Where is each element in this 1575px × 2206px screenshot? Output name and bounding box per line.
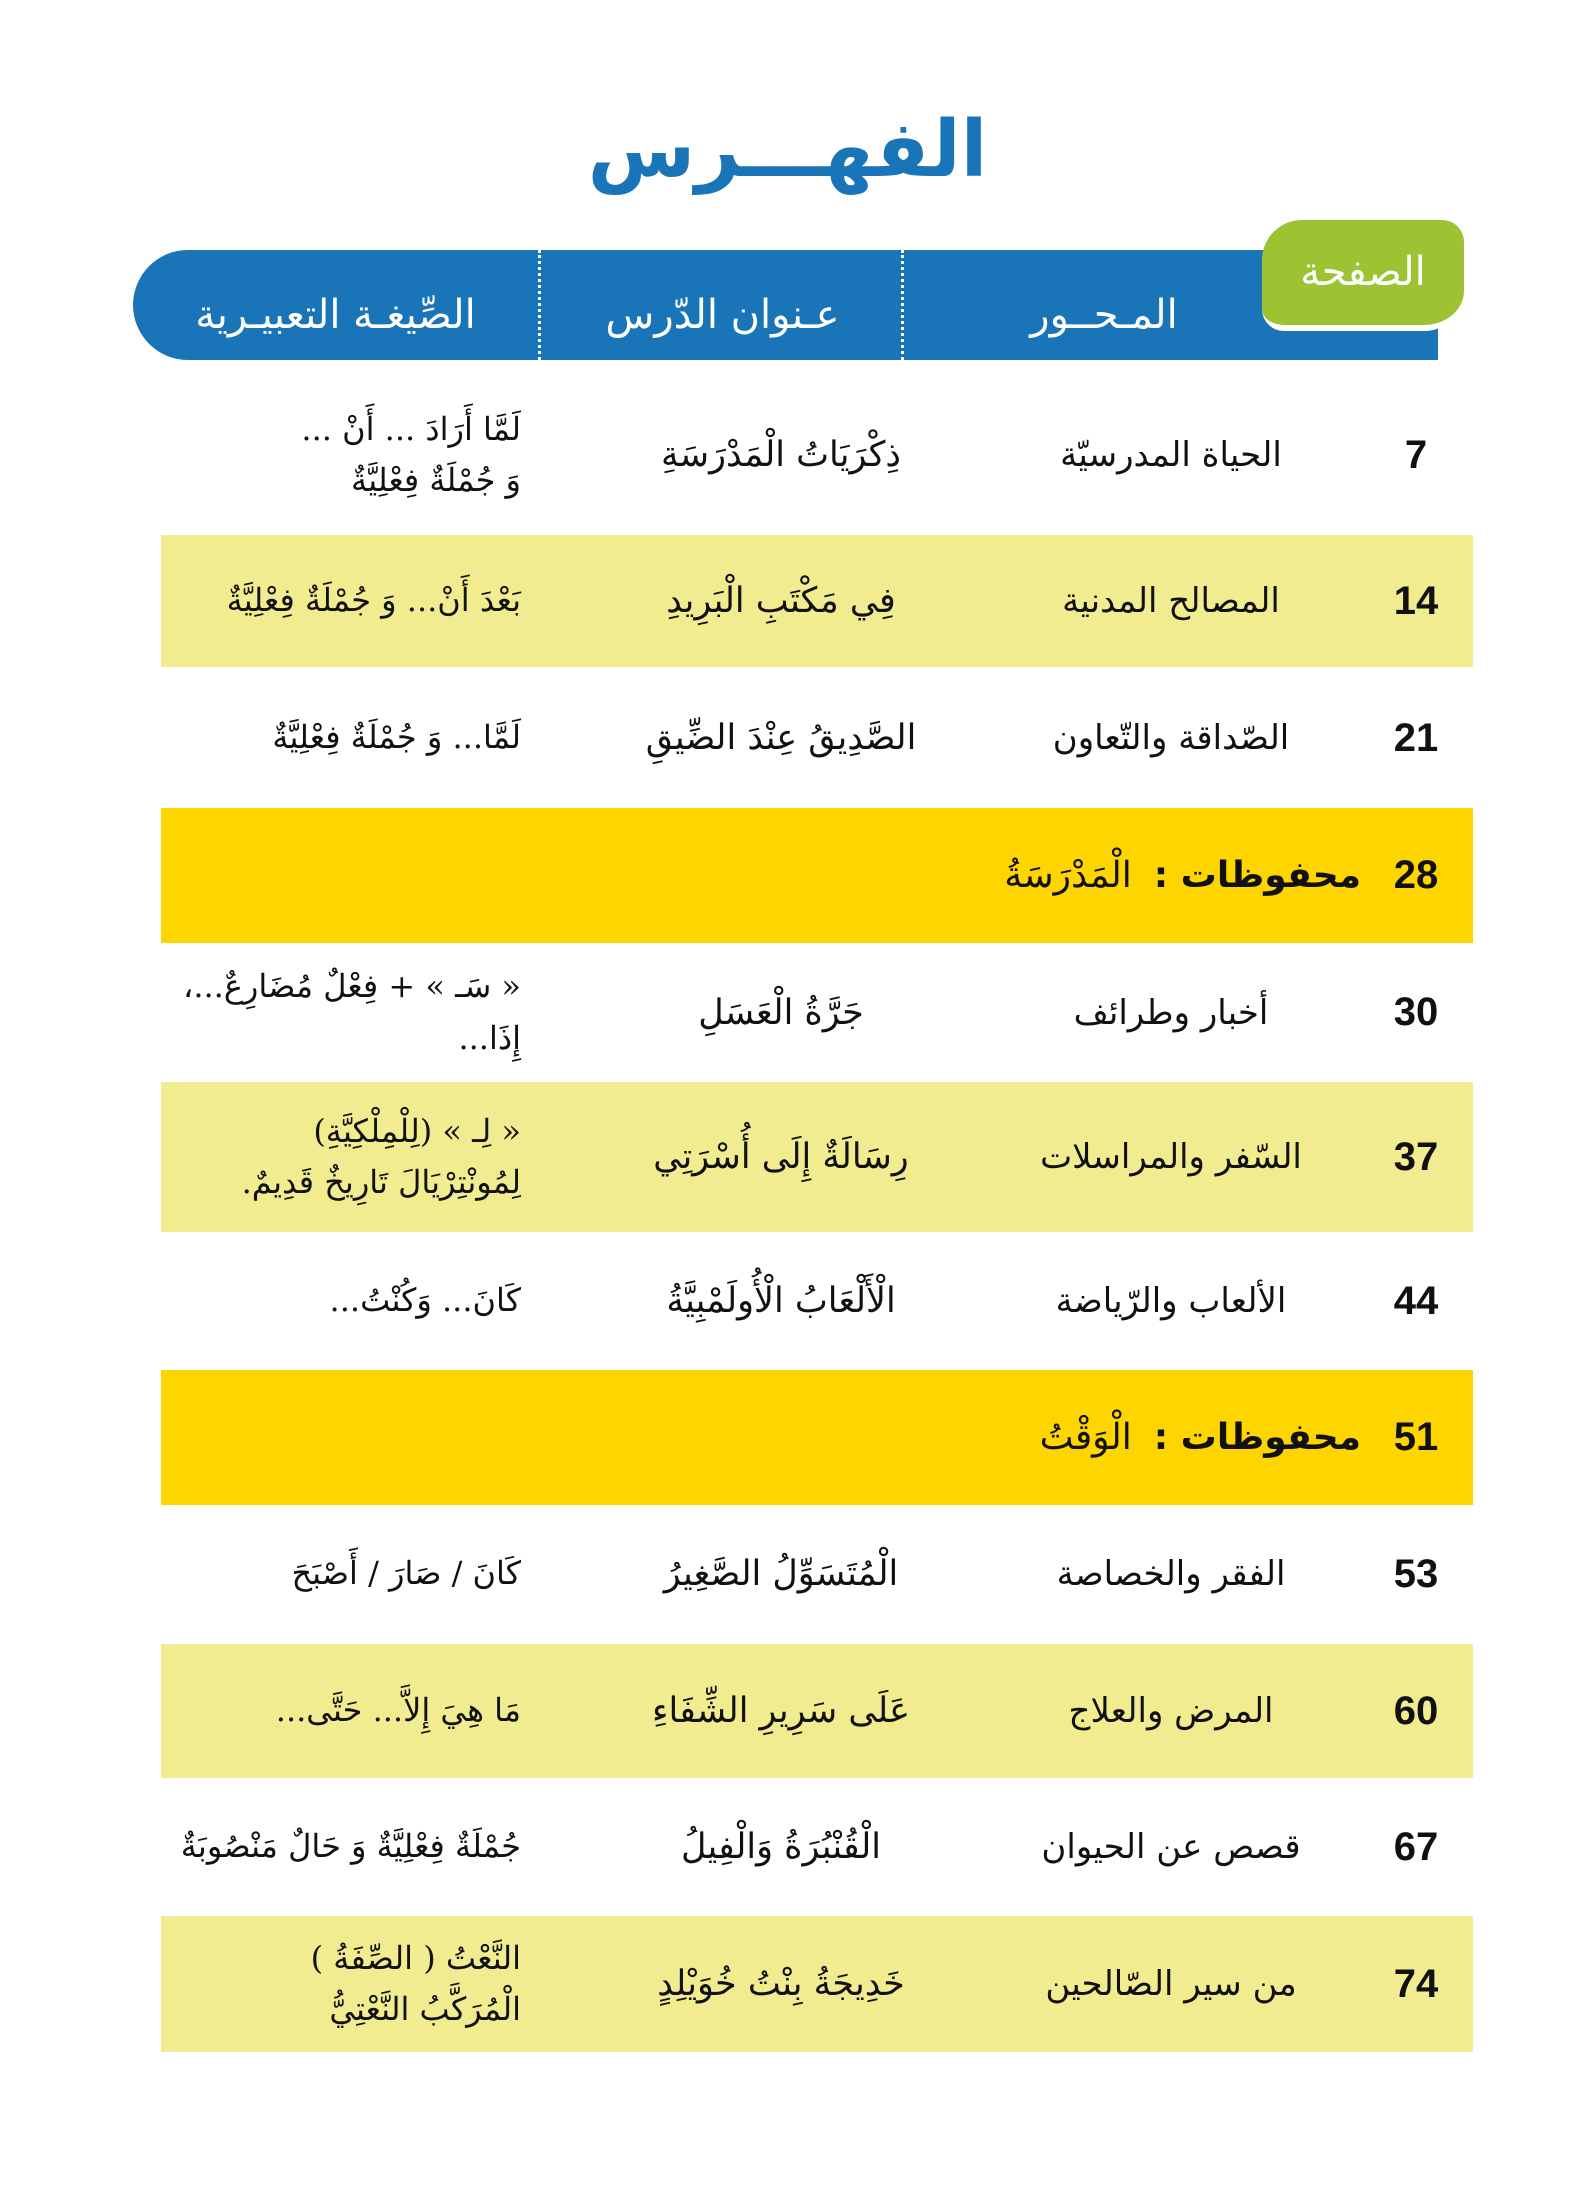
row-expression-line: كَانَ / صَارَ / أَصْبَحَ xyxy=(291,1554,521,1593)
row-expression xyxy=(161,1916,529,2052)
row-lesson-title: الْمُتَسَوِّلُ الصَّغِيرُ xyxy=(663,1554,899,1594)
row-expression xyxy=(161,385,529,525)
header-expression: الصِّيغـة التعبيـرية xyxy=(195,292,476,338)
row-lesson-title: جَرَّةُ الْعَسَلِ xyxy=(698,992,864,1033)
row-expression-line: كَانَ... وَكُنْتُ... xyxy=(329,1281,521,1320)
row-expression-line: « لِـ » (لِلْمِلْكِيَّةِ) xyxy=(313,1111,521,1150)
memorization-title: الْمَدْرَسَةُ xyxy=(1004,855,1132,896)
row-expression-line: لَمَّا أَرَادَ ... أَنْ ... xyxy=(301,409,521,448)
table-row xyxy=(161,385,1473,525)
table-row-memorization xyxy=(161,808,1473,943)
memorization-title: الْوَقْتُ xyxy=(1039,1417,1132,1458)
row-memorization xyxy=(561,1370,1361,1505)
row-expression-line: الْمُرَكَّبُ النَّعْتِيُّ xyxy=(329,1990,521,2028)
table-row xyxy=(161,1916,1473,2052)
row-expression-line: إِذَا... xyxy=(458,1018,521,1057)
row-expression xyxy=(161,1082,529,1232)
page-title: الفهـــرس xyxy=(587,105,988,195)
row-page-number: 67 xyxy=(1393,1824,1439,1869)
row-lesson-title: الْقُنْبُرَةُ وَالْفِيلُ xyxy=(680,1827,882,1867)
row-lesson-title: فِي مَكْتَبِ الْبَرِيدِ xyxy=(666,581,896,621)
row-expression-line: النَّعْتُ ( الصِّفَةُ ) xyxy=(310,1938,521,1977)
row-lesson-title: عَلَى سَرِيرِ الشِّفَاءِ xyxy=(651,1691,911,1731)
row-expression-line: جُمْلَةٌ فِعْلِيَّةٌ وَ حَالٌ مَنْصُوبَةٌ xyxy=(180,1827,521,1866)
row-page-number: 28 xyxy=(1393,853,1439,897)
row-lesson-title: الصَّدِيقُ عِنْدَ الضِّيقِ xyxy=(645,718,917,758)
row-page-number: 74 xyxy=(1393,1961,1439,2006)
row-expression-line: لَمَّا... وَ جُمْلَةٌ فِعْلِيَّةٌ xyxy=(272,718,521,757)
row-expression-line: لِمُونْتِرْيَالَ تَارِيخٌ قَدِيمٌ. xyxy=(241,1163,521,1201)
row-lesson-title: الْأَلْعَابُ الْأُولَمْبِيَّةُ xyxy=(666,1281,896,1321)
row-page-number: 44 xyxy=(1393,1278,1439,1323)
row-axis: من سير الصّالحين xyxy=(1045,1964,1297,2004)
table-row xyxy=(161,535,1473,667)
memorization-label: محفوظات : xyxy=(1153,1417,1361,1458)
row-axis: أخبار وطرائف xyxy=(1073,992,1269,1033)
row-page-number: 37 xyxy=(1393,1134,1439,1179)
row-expression xyxy=(161,1780,529,1914)
row-page-number: 53 xyxy=(1393,1551,1439,1596)
row-memorization xyxy=(561,808,1361,943)
table-header xyxy=(133,250,1438,360)
memorization-label: محفوظات : xyxy=(1153,855,1361,896)
row-expression xyxy=(161,945,529,1080)
table-row xyxy=(161,672,1473,804)
row-axis: الحياة المدرسيّة xyxy=(1060,435,1282,475)
header-page-tab xyxy=(1262,220,1464,331)
table-row xyxy=(161,945,1473,1080)
table-row xyxy=(161,1235,1473,1367)
row-expression-line: بَعْدَ أَنْ... وَ جُمْلَةٌ فِعْلِيَّةٌ xyxy=(226,581,521,620)
row-expression-line: « سَـ » + فِعْلٌ مُضَارِعٌ...، xyxy=(182,967,521,1006)
row-expression xyxy=(161,1507,529,1641)
row-expression xyxy=(161,1235,529,1367)
row-expression xyxy=(161,535,529,667)
row-axis: المصالح المدنية xyxy=(1062,581,1280,621)
row-page-number: 30 xyxy=(1393,990,1439,1034)
row-page-number: 21 xyxy=(1393,715,1439,760)
table-row xyxy=(161,1780,1473,1914)
row-lesson-title: رِسَالَةٌ إِلَى أُسْرَتِي xyxy=(653,1137,909,1177)
row-lesson-title: خَدِيجَةُ بِنْتُ خُوَيْلِدٍ xyxy=(657,1964,905,2004)
row-axis: المرض والعلاج xyxy=(1068,1691,1274,1731)
header-axis: المـحــور xyxy=(901,250,1304,360)
header-lesson-title: عـنوان الدّرس xyxy=(538,250,904,360)
header-page: الصفحة xyxy=(1300,249,1426,295)
row-page-number: 14 xyxy=(1393,578,1439,623)
row-lesson-title: ذِكْرَيَاتُ الْمَدْرَسَةِ xyxy=(660,435,902,475)
row-expression xyxy=(161,1644,529,1778)
row-axis: الصّداقة والتّعاون xyxy=(1052,718,1290,758)
row-expression xyxy=(161,672,529,804)
row-axis: الألعاب والرّياضة xyxy=(1055,1281,1287,1321)
table-row xyxy=(161,1644,1473,1778)
row-expression-line: مَا هِيَ إِلاَّ... حَتَّى... xyxy=(275,1691,521,1730)
row-page-number: 51 xyxy=(1393,1415,1439,1459)
row-page-number: 7 xyxy=(1404,432,1428,477)
row-axis: قصص عن الحيوان xyxy=(1041,1827,1301,1867)
row-page-number: 60 xyxy=(1393,1688,1439,1733)
row-axis: السّفر والمراسلات xyxy=(1040,1137,1302,1177)
table-row-memorization xyxy=(161,1370,1473,1505)
table-row xyxy=(161,1507,1473,1641)
table-row xyxy=(161,1082,1473,1232)
row-axis: الفقر والخصاصة xyxy=(1056,1554,1286,1594)
row-expression-line: وَ جُمْلَةٌ فِعْلِيَّةٌ xyxy=(351,461,521,499)
